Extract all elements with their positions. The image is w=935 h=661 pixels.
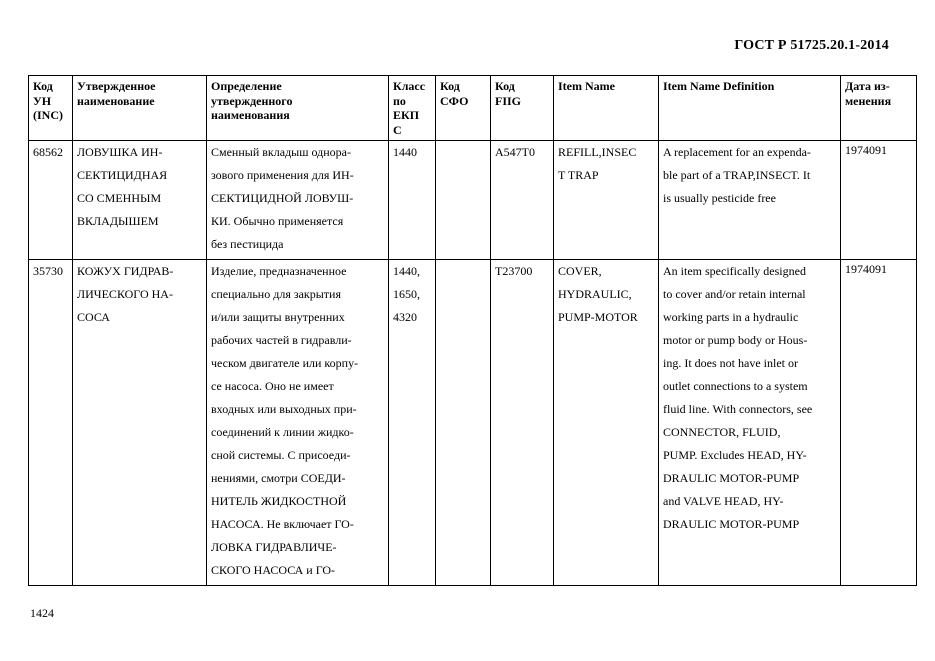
col-header-change-date: Дата из- менения xyxy=(841,76,917,141)
cell-approved-name: ЛОВУШКА ИН- СЕКТИЦИДНАЯ СО СМЕННЫМ ВКЛАДЫШЕМ xyxy=(73,141,207,260)
cell-item-name-definition: A replacement for an expenda- ble part of a TRAP,INSECT. It is usually pesticide free xyxy=(659,141,841,260)
cell-item-name: COVER, HYDRAULIC, PUMP-MOTOR xyxy=(554,260,659,586)
cell-class: 1440, 1650, 4320 xyxy=(389,260,436,586)
col-header-approved-name: Утвержденное наименование xyxy=(73,76,207,141)
cell-sfo xyxy=(436,260,491,586)
cell-sfo xyxy=(436,141,491,260)
table-header-row xyxy=(29,76,917,141)
col-header-sfo: Код СФО xyxy=(436,76,491,141)
table-row xyxy=(29,260,917,586)
cell-fiig: T23700 xyxy=(491,260,554,586)
col-header-item-name: Item Name xyxy=(554,76,659,141)
cell-fiig: A547T0 xyxy=(491,141,554,260)
page-number: 1424 xyxy=(30,606,54,620)
cell-inc: 35730 xyxy=(29,260,73,586)
cell-inc: 68562 xyxy=(29,141,73,260)
col-header-class: Класс по ЕКП С xyxy=(389,76,436,141)
cell-item-name: REFILL,INSEC T TRAP xyxy=(554,141,659,260)
table-row xyxy=(29,141,917,260)
cell-change-date: 1974091 xyxy=(841,260,917,586)
cell-approved-name: КОЖУХ ГИДРАВ- ЛИЧЕСКОГО НА- СОСА xyxy=(73,260,207,586)
col-header-definition: Определение утвержденного наименования xyxy=(207,76,389,141)
col-header-item-name-definition: Item Name Definition xyxy=(659,76,841,141)
cell-change-date: 1974091 xyxy=(841,141,917,260)
document-standard-header: ГОСТ Р 51725.20.1-2014 xyxy=(734,38,889,53)
col-header-inc: Код УН (INC) xyxy=(29,76,73,141)
cell-definition: Изделие, предназначенное специально для закрытия и/или защиты внутренних рабочих частей в гидравли- ческом двигателе или корпу- се насоса. Оно не имеет входных или выходных при- соединений к линии жидко- сной системы. С присоеди- нениями, смотри СОЕДИ- НИТЕЛЬ ЖИДКОСТНОЙ НАСОСА. Не включает ГО- ЛОВКА ГИДРАВЛИЧЕ- СКОГО НАСОСА и ГО- xyxy=(207,260,389,586)
cell-class: 1440 xyxy=(389,141,436,260)
cell-definition: Сменный вкладыш однора- зового применения для ИН- СЕКТИЦИДНОЙ ЛОВУШ- КИ. Обычно применяется без пестицида xyxy=(207,141,389,260)
catalog-table xyxy=(28,75,917,586)
cell-item-name-definition: An item specifically designed to cover and/or retain internal working parts in a hydraulic motor or pump body or Hous- ing. It does not have inlet or outlet connections to a system fluid line. With connectors, see CONNECTOR, FLUID, PUMP. Excludes HEAD, HY- DRAULIC MOTOR-PUMP and VALVE HEAD, HY- DRAULIC MOTOR-PUMP xyxy=(659,260,841,586)
col-header-fiig: Код FIIG xyxy=(491,76,554,141)
